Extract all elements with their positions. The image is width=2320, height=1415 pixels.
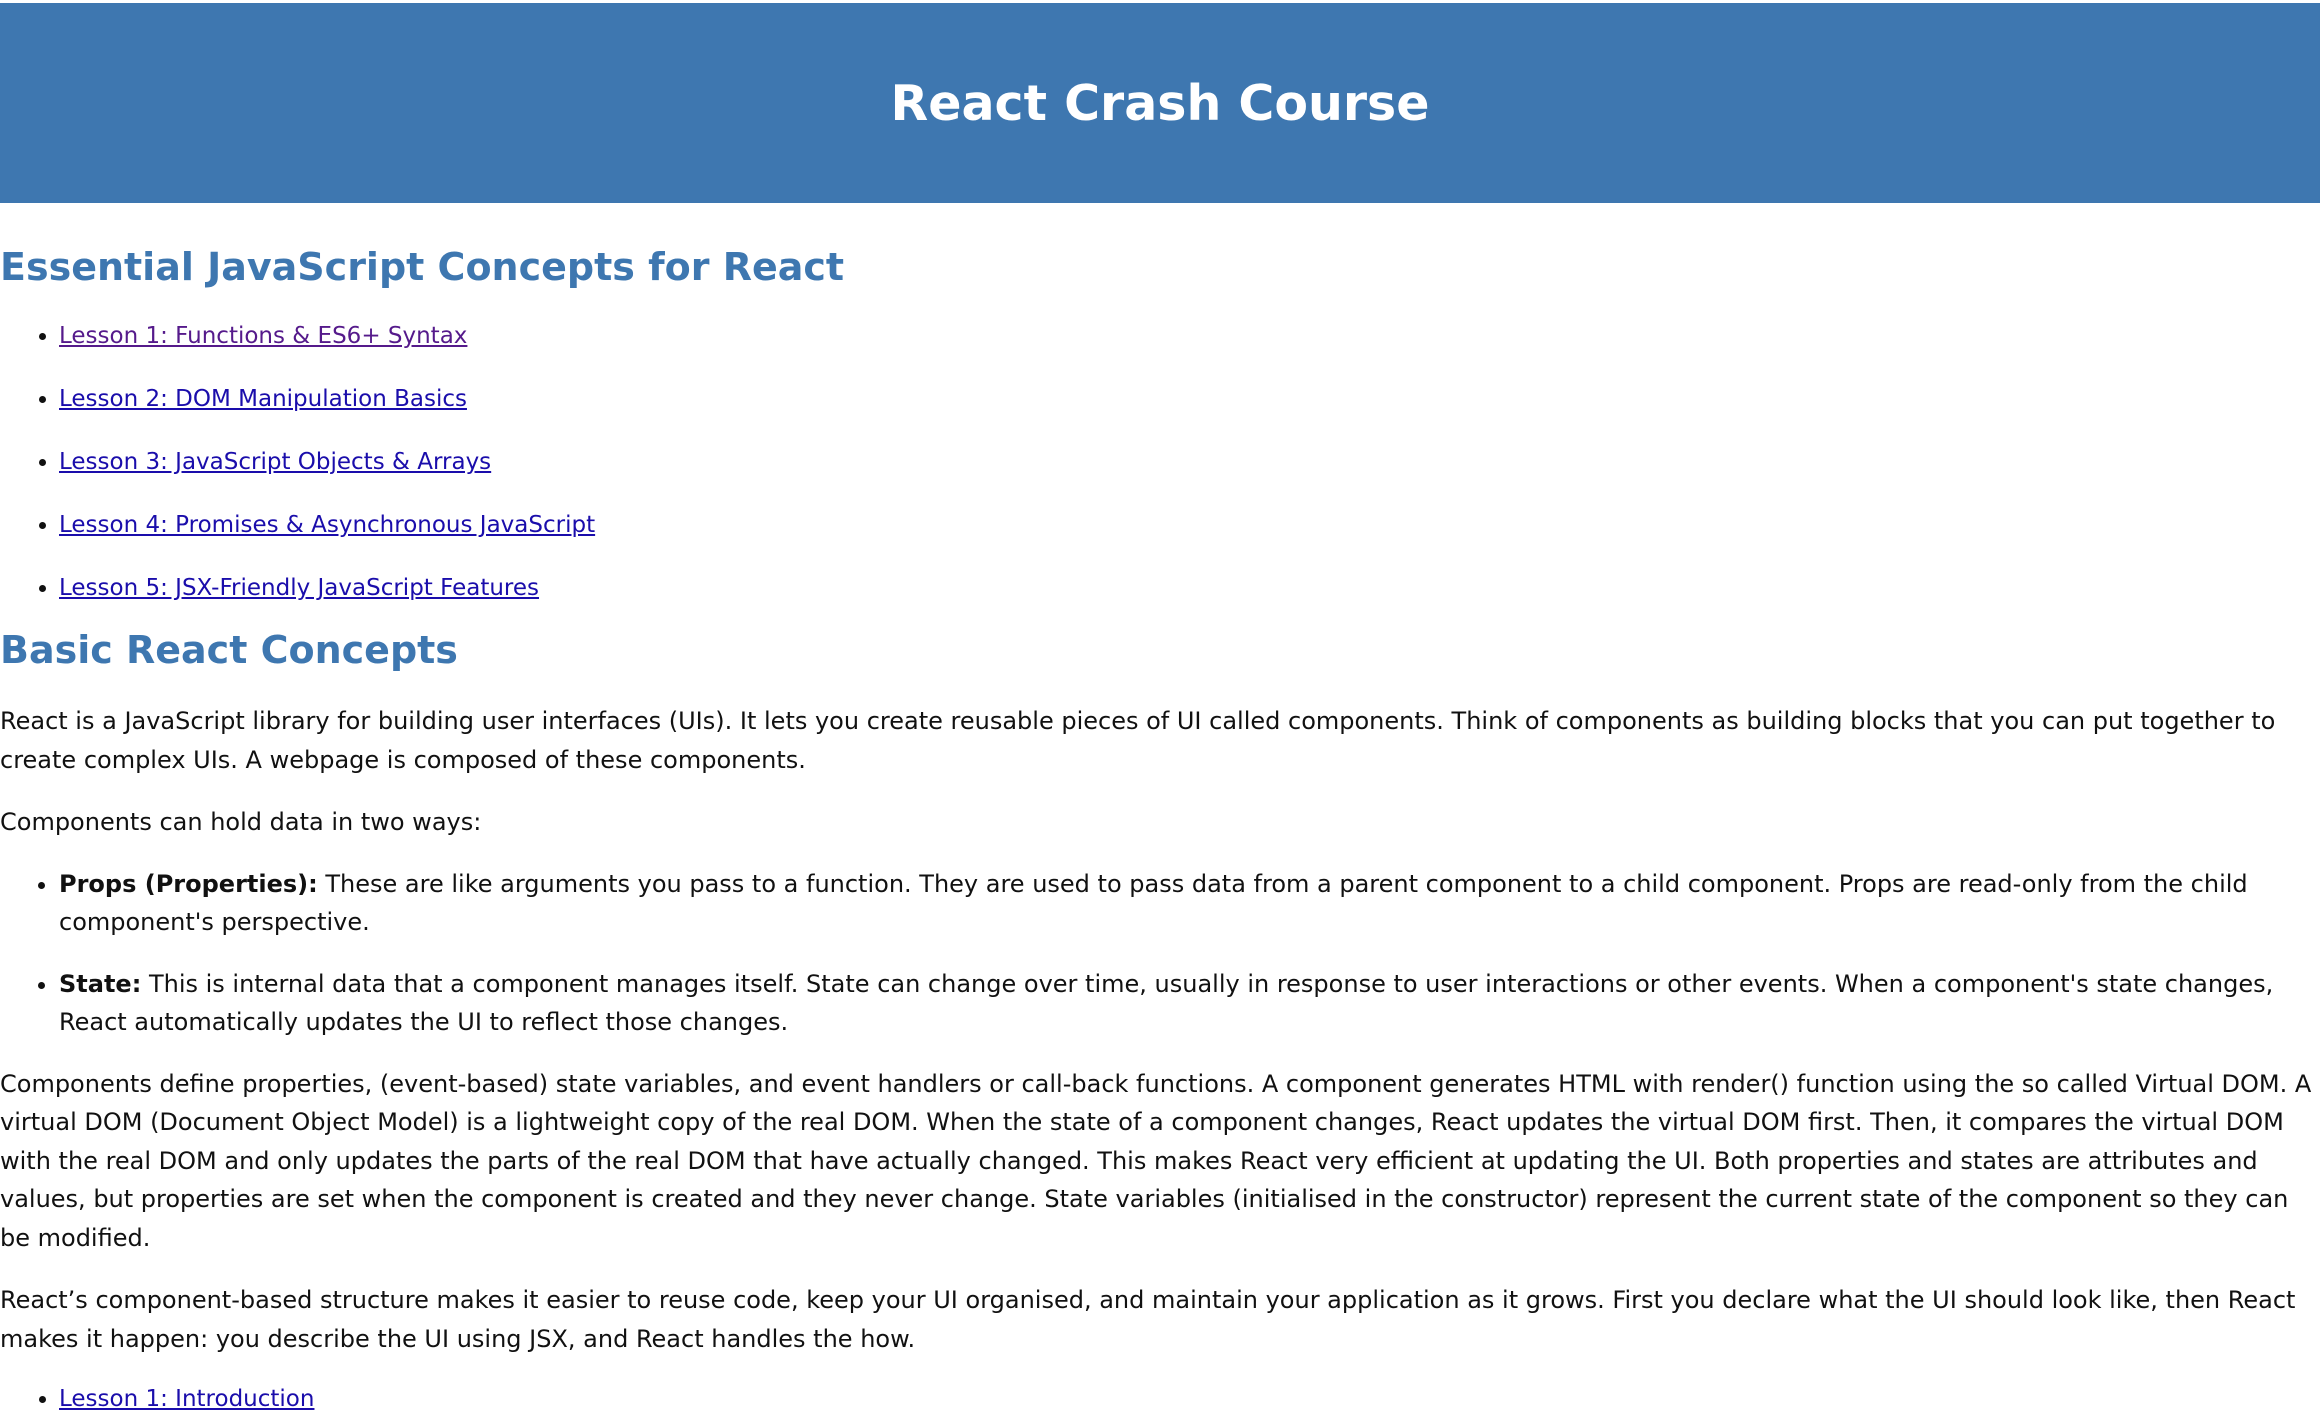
data-ways-list [0,865,2320,1042]
js-lesson-3-link[interactable]: Lesson 3: JavaScript Objects & Arrays [59,449,492,475]
main-content [0,241,2320,1415]
react-section-heading: Basic React Concepts [0,628,458,672]
state-label: State: [59,969,142,998]
list-item [59,509,2320,541]
js-lesson-4-link[interactable]: Lesson 4: Promises & Asynchronous JavaScript [59,512,596,538]
list-item [59,572,2320,604]
react-intro-paragraph: React is a JavaScript library for building user interfaces (UIs). It lets you create reusable pieces of UI called components. Think of components as building blocks that you can put together to create complex UIs. A webpage is composed of these components. [0,707,2276,774]
list-item [59,446,2320,478]
js-lesson-2-link[interactable]: Lesson 2: DOM Manipulation Basics [59,386,467,412]
list-item [59,383,2320,415]
props-text: These are like arguments you pass to a function. They are used to pass data from a parent component to a child component. Props are read-only from the child component's perspective. [59,869,2248,936]
js-lesson-1-link[interactable]: Lesson 1: Functions & ES6+ Syntax [59,323,468,349]
props-item [59,865,2320,942]
page-header [0,3,2320,203]
js-lesson-list [0,320,2320,604]
data-ways-paragraph: Components can hold data in two ways: [0,808,482,836]
js-section-heading: Essential JavaScript Concepts for React [0,245,845,289]
list-item [59,1383,2320,1415]
structure-paragraph: React’s component-based structure makes it easier to reuse code, keep your UI organised, and maintain your application as it grows. First you declare what the UI should look like, then React makes it happen: you describe the UI using JSX, and React handles the how. [0,1286,2296,1353]
props-label: Props (Properties): [59,869,318,898]
js-lesson-5-link[interactable]: Lesson 5: JSX-Friendly JavaScript Features [59,575,540,601]
state-text: This is internal data that a component manages itself. State can change over time, usually in response to user interactions or other events. When a component's state changes, React automatically updates the UI to reflect those changes. [59,969,2274,1036]
page-title: React Crash Course [890,74,1430,132]
list-item [59,320,2320,352]
state-item [59,965,2320,1042]
react-lesson-list [0,1383,2320,1415]
react-lesson-1-link[interactable]: Lesson 1: Introduction [59,1386,315,1412]
virtual-dom-paragraph: Components define properties, (event-based) state variables, and event handlers or call-back functions. A component generates HTML with render() function using the so called Virtual DOM. A virtual DOM (Document Object Model) is a lightweight copy of the real DOM. When the state of a component changes, React updates the virtual DOM first. Then, it compares the virtual DOM with the real DOM and only updates the parts of the real DOM that have actually changed. This makes React very efficient at updating the UI. Both properties and states are attributes and values, but properties are set when the component is created and they never change. State variables (initialised in the constructor) represent the current state of the component so they can be modified. [0,1069,2312,1252]
